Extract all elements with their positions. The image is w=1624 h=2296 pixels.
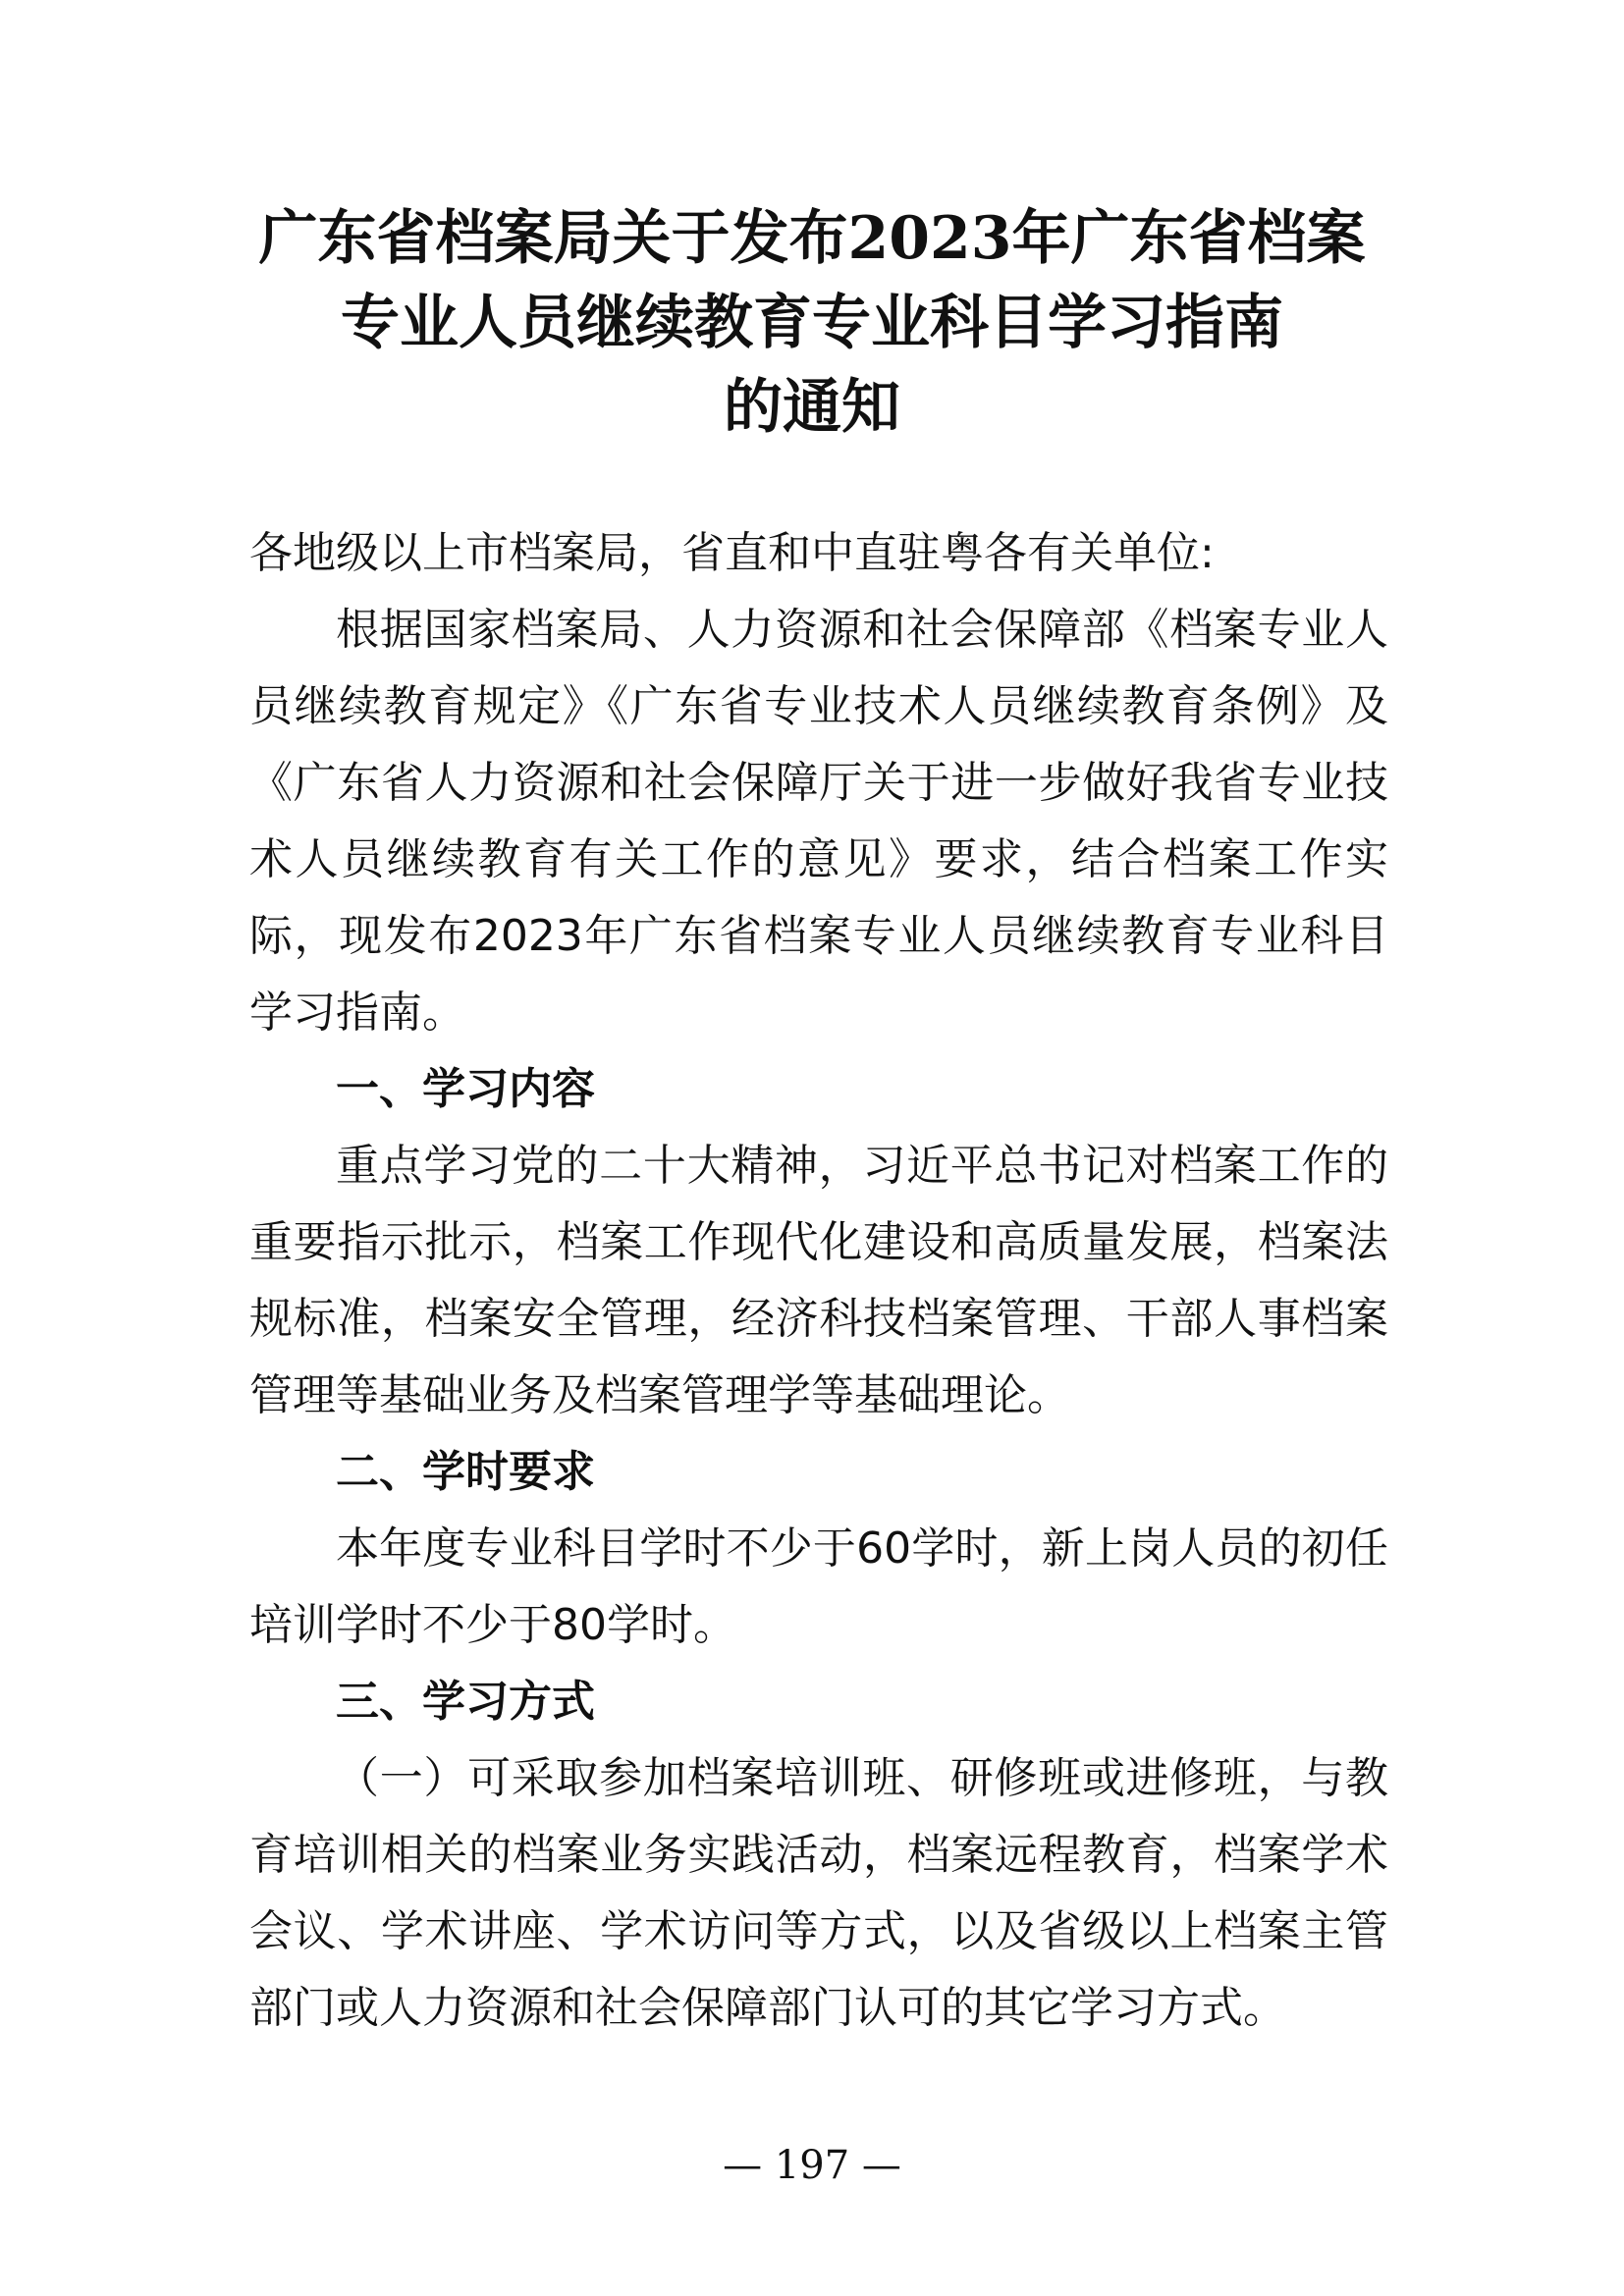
intro-paragraph: 根据国家档案局、人力资源和社会保障部《档案专业人员继续教育规定》《广东省专业技术人员继续教育条例》及《广东省人力资源和社会保障厅关于进一步做好我省专业技术人员继续教育有关工作的意见》要求，结合档案工作实际，现发布2023年广东省档案专业人员继续教育专业科目学习指南。 [249,605,1388,1038]
section-heading-content: 一、学习内容 [336,1064,595,1114]
section-paragraph-content: 重点学习党的二十大精神，习近平总书记对档案工作的重要指示批示，档案工作现代化建设和高质量发展，档案法规标准，档案安全管理，经济科技档案管理、干部人事档案管理等基础业务及档案管理学等基础理论。 [249,1141,1388,1420]
section-paragraph-methods: （一）可采取参加档案培训班、研修班或进修班，与教育培训相关的档案业务实践活动，档案远程教育，档案学术会议、学术讲座、学术访问等方式，以及省级以上档案主管部门或人力资源和社会保障部门认可的其它学习方式。 [249,1753,1388,2033]
salutation: 各地级以上市档案局，省直和中直驻粤各有关单位: [249,528,1215,578]
document-body [249,515,1388,2047]
section-heading-hours: 二、学时要求 [336,1447,595,1497]
section-heading-methods: 三、学习方式 [336,1677,595,1727]
title-line-3: 的通知 [724,373,900,442]
page-number: — 197 — [723,2143,901,2188]
title-line-2: 专业人员继续教育专业科目学习指南 [341,289,1283,357]
section-paragraph-hours: 本年度专业科目学时不少于60学时，新上岗人员的初任培训学时不少于80学时。 [249,1523,1388,1650]
title-line-1: 广东省档案局关于发布2023年广东省档案 [258,204,1366,273]
document-title [196,196,1428,450]
